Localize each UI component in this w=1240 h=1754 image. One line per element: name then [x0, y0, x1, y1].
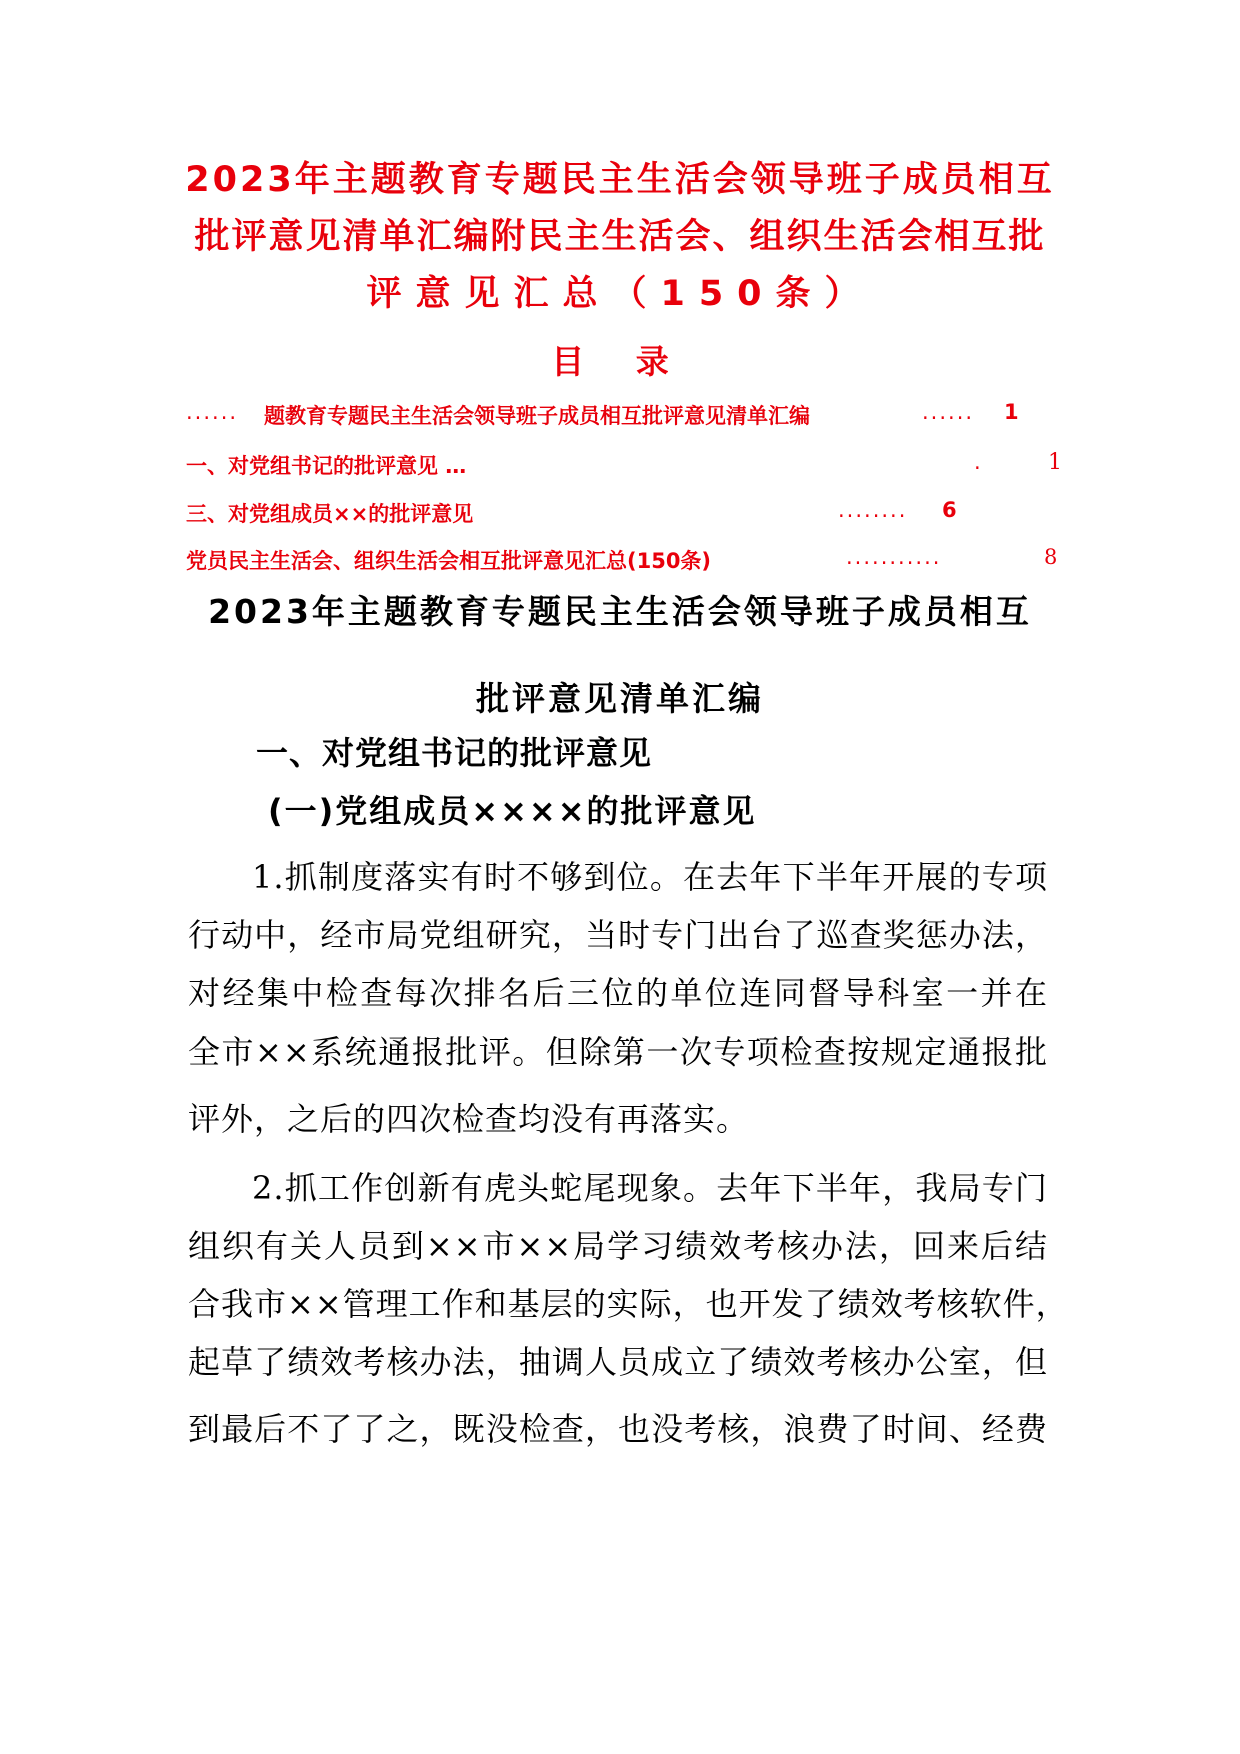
document-title-line-2: 批评意见清单汇编附民主生活会、组织生活会相互批	[194, 217, 1046, 257]
toc-heading: 目 录	[551, 342, 689, 381]
paragraph-line: 到最后不了了之，既没检查，也没考核，浪费了时间、经费	[188, 1410, 1048, 1448]
paragraph-line: 合我市××管理工作和基层的实际，也开发了绩效考核软件，	[188, 1285, 1069, 1323]
paragraph-line: 1.抓制度落实有时不够到位。在去年下半年开展的专项	[252, 858, 1048, 896]
paragraph-line: 2.抓工作创新有虎头蛇尾现象。去年下半年，我局专门	[252, 1169, 1048, 1207]
toc-entry[interactable]	[186, 450, 1066, 486]
document-title-line-3: 评意见汇总（150条）	[366, 274, 874, 314]
toc-entry-label: 一、对党组书记的批评意见 …	[186, 454, 467, 478]
toc-entry-label: 题教育专题民主生活会领导班子成员相互批评意见清单汇编	[264, 404, 810, 428]
toc-entry-page: 1	[1048, 450, 1062, 475]
toc-entry-page: 1	[1004, 400, 1019, 424]
paragraph-line: 组织有关人员到××市××局学习绩效考核办法，回来后结	[188, 1227, 1048, 1265]
paragraph-line: 起草了绩效考核办法，抽调人员成立了绩效考核办公室，但	[188, 1343, 1048, 1381]
toc-entry[interactable]	[186, 400, 1066, 436]
document-title-line-1: 2023年主题教育专题民主生活会领导班子成员相互	[185, 160, 1055, 200]
toc-entry[interactable]	[186, 498, 1066, 534]
paragraph-line: 对经集中检查每次排名后三位的单位连同督导科室一并在	[188, 974, 1048, 1012]
body-title-line-1: 2023年主题教育专题民主生活会领导班子成员相互	[208, 592, 1032, 631]
toc-entry-page: 6	[942, 498, 957, 522]
subsection-heading: (一)党组成员××××的批评意见	[268, 792, 757, 830]
paragraph-line: 全市××系统通报批评。但除第一次专项检查按规定通报批	[188, 1033, 1048, 1071]
toc-leader-dots: ........	[838, 498, 908, 522]
paragraph-line: 行动中，经市局党组研究，当时专门出台了巡查奖惩办法，	[188, 916, 1048, 954]
toc-entry-label: 党员民主生活会、组织生活会相互批评意见汇总(150条)	[186, 549, 712, 573]
toc-leader-dots: ......	[922, 400, 975, 424]
toc-entry[interactable]	[186, 545, 1066, 581]
toc-leader-dots: .	[974, 450, 983, 474]
toc-leader-dots: ...........	[846, 545, 942, 569]
body-title-line-2: 批评意见清单汇编	[476, 679, 764, 718]
toc-entry-label: 三、对党组成员××的批评意见	[186, 502, 474, 526]
toc-leader-prefix: ......	[186, 400, 239, 424]
toc-entry-page: 8	[1044, 545, 1058, 569]
paragraph-line: 评外，之后的四次检查均没有再落实。	[188, 1100, 750, 1138]
section-heading: 一、对党组书记的批评意见	[256, 734, 653, 772]
